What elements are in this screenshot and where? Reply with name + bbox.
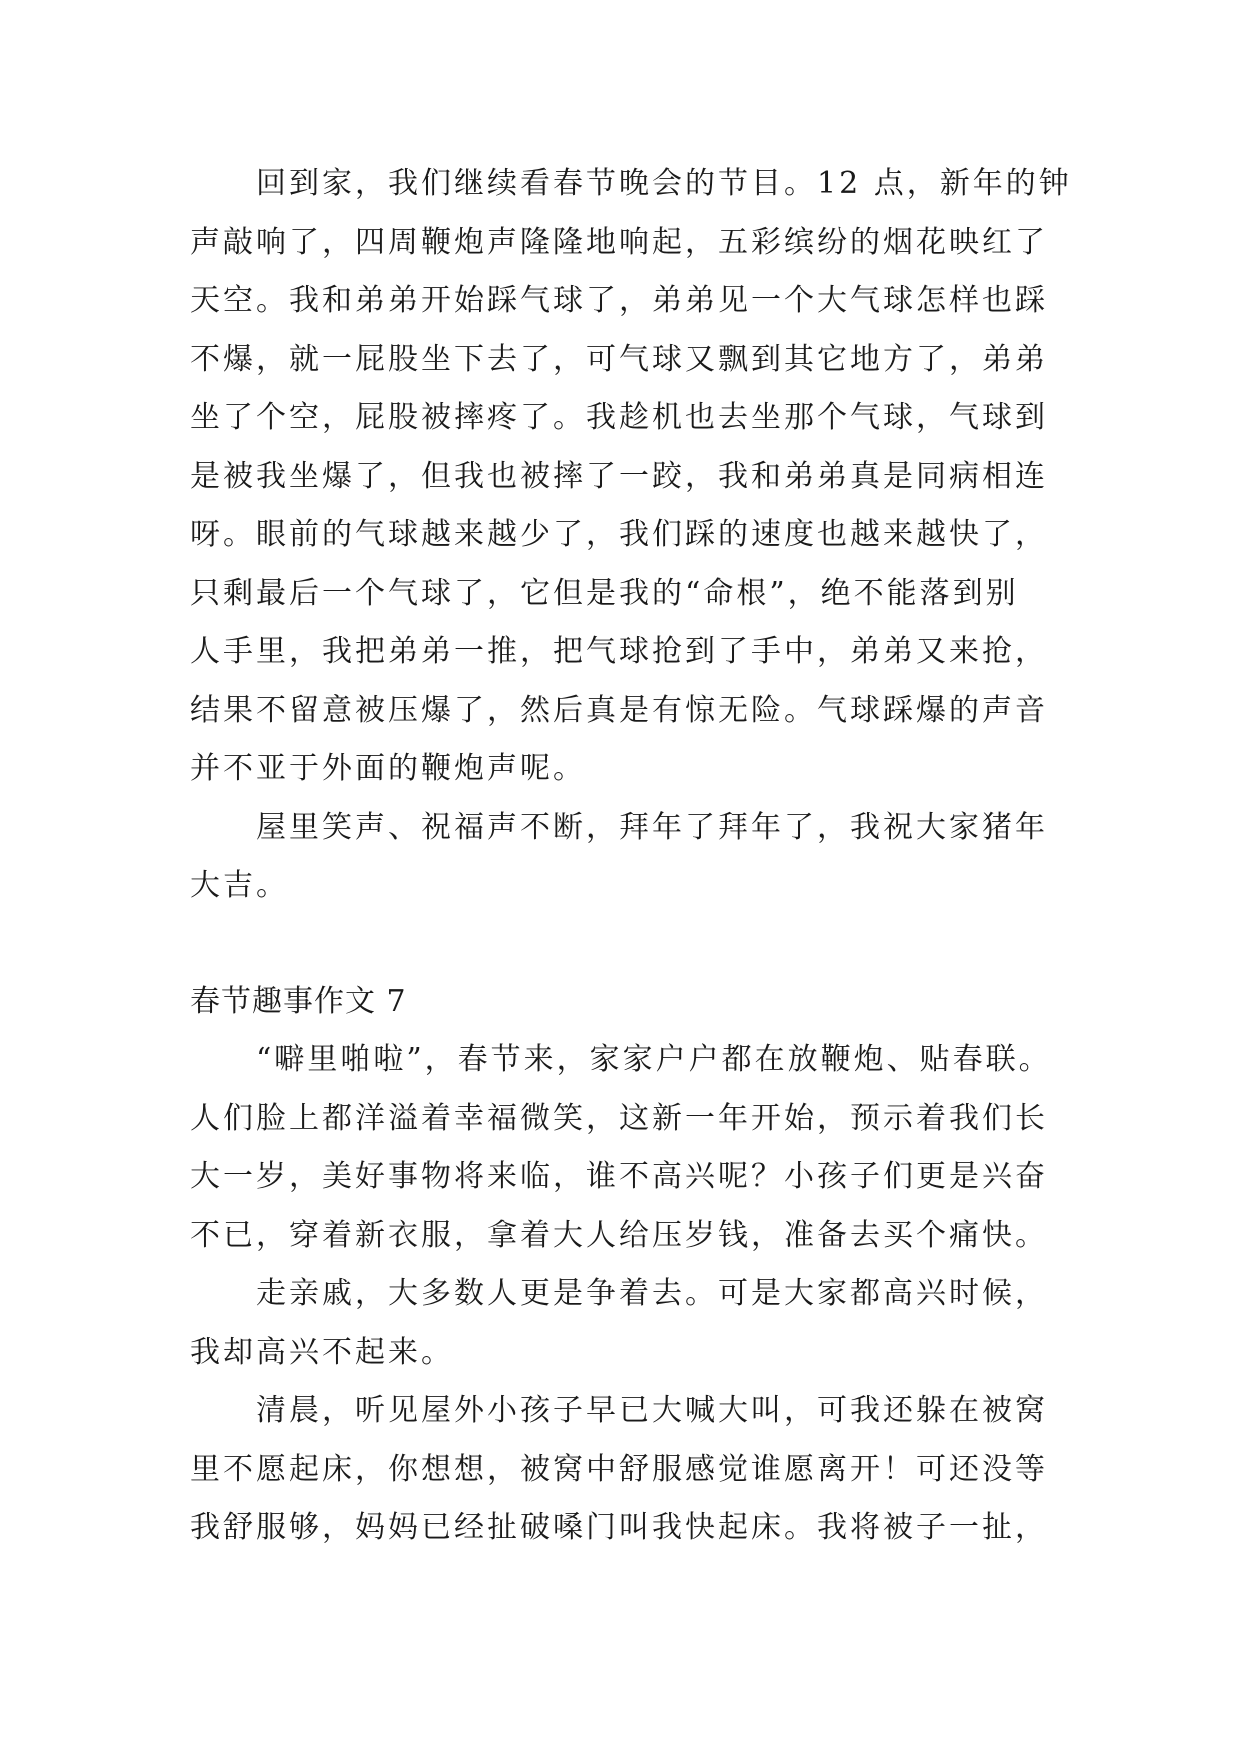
- text-line: 声敲响了，四周鞭炮声隆隆地响起，五彩缤纷的烟花映红了: [190, 225, 1048, 260]
- text-line: 大一岁，美好事物将来临，谁不高兴呢？小孩子们更是兴奋: [190, 1159, 1048, 1194]
- section-heading: 春节趣事作文 7: [190, 984, 407, 1019]
- text-line: 结果不留意被压爆了，然后真是有惊无险。气球踩爆的声音: [190, 693, 1048, 728]
- text-line: 人手里，我把弟弟一推，把气球抢到了手中，弟弟又来抢，: [190, 634, 1048, 669]
- text-line: 不已，穿着新衣服，拿着大人给压岁钱，准备去买个痛快。: [190, 1218, 1048, 1253]
- text-line: 呀。眼前的气球越来越少了，我们踩的速度也越来越快了，: [190, 517, 1048, 552]
- text-line: 是被我坐爆了，但我也被摔了一跤，我和弟弟真是同病相连: [190, 459, 1048, 494]
- text-line: 大吉。: [190, 868, 289, 903]
- text-line: 只剩最后一个气球了，它但是我的“命根”，绝不能落到别: [190, 576, 1019, 611]
- text-line: 我舒服够，妈妈已经扯破嗓门叫我快起床。我将被子一扯，: [190, 1510, 1048, 1545]
- text-line: 走亲戚，大多数人更是争着去。可是大家都高兴时候，: [256, 1276, 1048, 1311]
- text-line: 我却高兴不起来。: [190, 1335, 454, 1370]
- text-line: 屋里笑声、祝福声不断，拜年了拜年了，我祝大家猪年: [256, 810, 1048, 845]
- text-line: “噼里啪啦”，春节来，家家户户都在放鞭炮、贴春联。: [256, 1042, 1052, 1077]
- text-line: 回到家，我们继续看春节晚会的节目。12 点，新年的钟: [256, 166, 1072, 201]
- text-line: 清晨，听见屋外小孩子早已大喊大叫，可我还躲在被窝: [256, 1393, 1048, 1428]
- text-line: 不爆，就一屁股坐下去了，可气球又飘到其它地方了，弟弟: [190, 342, 1048, 377]
- text-line: 里不愿起床，你想想，被窝中舒服感觉谁愿离开！可还没等: [190, 1452, 1048, 1487]
- text-line: 天空。我和弟弟开始踩气球了，弟弟见一个大气球怎样也踩: [190, 283, 1048, 318]
- text-line: 并不亚于外面的鞭炮声呢。: [190, 751, 586, 786]
- text-line: 坐了个空，屁股被摔疼了。我趁机也去坐那个气球，气球到: [190, 400, 1048, 435]
- text-line: 人们脸上都洋溢着幸福微笑，这新一年开始，预示着我们长: [190, 1101, 1048, 1136]
